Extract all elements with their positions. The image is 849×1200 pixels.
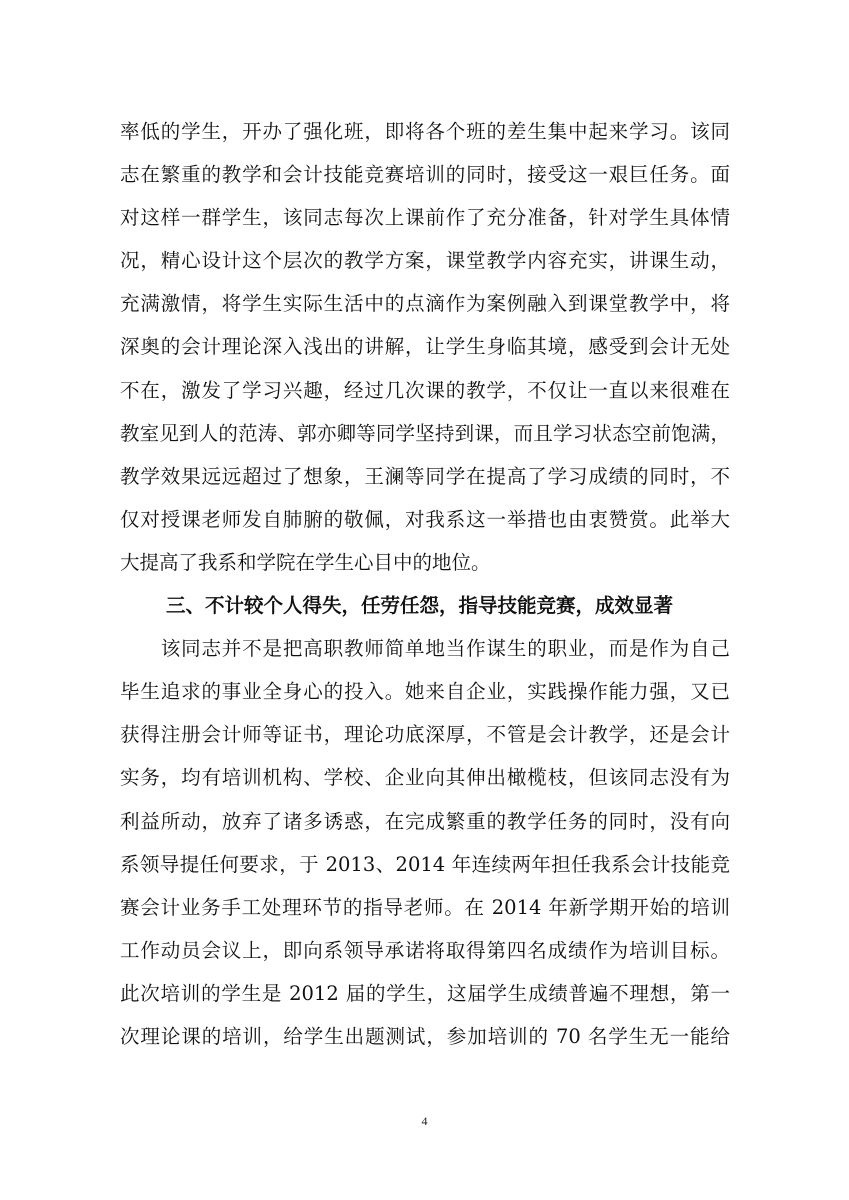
text-line: 教学效果远远超过了想象，王澜等同学在提高了学习成绩的同时，不 xyxy=(120,464,730,488)
body-text xyxy=(120,110,730,1058)
text-line: 仅对授课老师发自肺腑的敬佩，对我系这一举措也由衷赞赏。此举大 xyxy=(120,507,730,531)
text-line: 利益所动，放弃了诸多诱惑，在完成繁重的教学任务的同时，没有向 xyxy=(120,809,730,833)
text-line: 该同志并不是把高职教师简单地当作谋生的职业，而是作为自己 xyxy=(120,637,730,661)
text-line: 大提高了我系和学院在学生心目中的地位。 xyxy=(120,550,491,574)
text-line: 赛会计业务手工处理环节的指导老师。在 2014 年新学期开始的培训 xyxy=(120,895,730,919)
text-line: 系领导提任何要求，于 2013、2014 年连续两年担任我系会计技能竞 xyxy=(120,852,730,876)
text-line: 此次培训的学生是 2012 届的学生，这届学生成绩普遍不理想，第一 xyxy=(120,981,730,1005)
section-heading: 三、不计较个人得失，任劳任怨，指导技能竞赛，成效显著 xyxy=(166,594,674,618)
text-line: 次理论课的培训，给学生出题测试，参加培训的 70 名学生无一能给 xyxy=(120,1024,730,1048)
text-line: 充满激情，将学生实际生活中的点滴作为案例融入到课堂教学中，将 xyxy=(120,292,730,316)
text-line: 志在繁重的教学和会计技能竞赛培训的同时，接受这一艰巨任务。面 xyxy=(120,163,730,187)
text-line: 对这样一群学生，该同志每次上课前作了充分准备，针对学生具体情 xyxy=(120,206,730,230)
text-line: 率低的学生，开办了强化班，即将各个班的差生集中起来学习。该同 xyxy=(120,120,730,143)
text-line: 不在，激发了学习兴趣，经过几次课的教学，不仅让一直以来很难在 xyxy=(120,378,730,402)
text-line: 教室见到人的范涛、郭亦卿等同学坚持到课，而且学习状态空前饱满， xyxy=(120,421,730,445)
text-line: 毕生追求的事业全身心的投入。她来自企业，实践操作能力强，又已 xyxy=(120,680,730,704)
text-line: 实务，均有培训机构、学校、企业向其伸出橄榄枝，但该同志没有为 xyxy=(120,766,730,790)
text-line: 工作动员会议上，即向系领导承诺将取得第四名成绩作为培训目标。 xyxy=(120,938,730,962)
text-line: 获得注册会计师等证书，理论功底深厚，不管是会计教学，还是会计 xyxy=(120,723,730,747)
text-line: 况，精心设计这个层次的教学方案，课堂教学内容充实，讲课生动， xyxy=(120,249,730,273)
text-line: 深奥的会计理论深入浅出的讲解，让学生身临其境，感受到会计无处 xyxy=(120,335,730,359)
page-number: 4 xyxy=(421,1114,428,1128)
